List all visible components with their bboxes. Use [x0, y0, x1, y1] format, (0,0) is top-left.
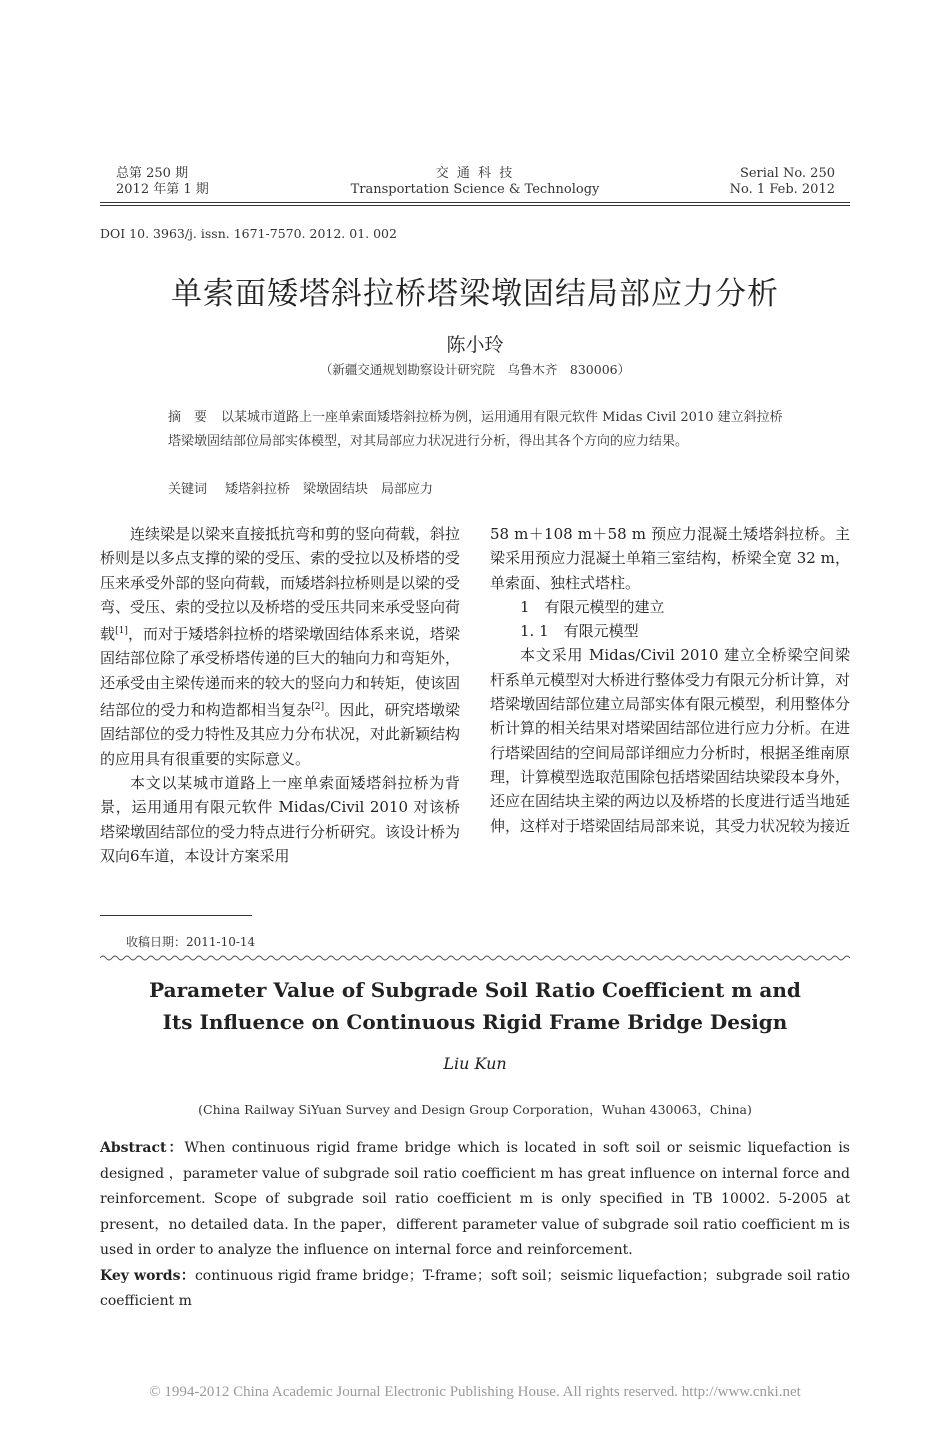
abstract-cn-text: 以某城市道路上一座单索面矮塔斜拉桥为例，运用通用有限元软件 Midas Civil 2010 建立斜拉桥塔梁墩固结部位局部实体模型，对其局部应力状况进行分析，得出其各个方向的应力结果。 — [168, 410, 783, 449]
article-title-en — [0, 974, 950, 1038]
body-paragraph: 连续梁是以梁来直接抵抗弯和剪的竖向荷载，斜拉桥则是以多点支撑的梁的受压、索的受拉以及桥塔的受压来承受外部的竖向荷载，而矮塔斜拉桥则是以梁的受弯、受压、索的受拉以及桥塔的受压共同来承受竖向荷载[1]，而对于矮塔斜拉桥的塔梁墩固结体系来说，塔梁固结部位除了承受桥塔传递的巨大的轴向力和弯矩外，还承受由主梁传递而来的较大的竖向力和转矩，使该固结部位的受力和构造都相当复杂[2]。因此，研究塔墩梁固结部位的受力特性及其应力分布状况，对此新颖结构的应用具有很重要的实际意义。 — [100, 525, 461, 768]
wavy-divider — [100, 954, 850, 962]
abstract-en-text: When continuous rigid frame bridge which is located in soft soil or seismic liquefaction is designed ，parameter value of subgrade soil ratio coefficient m has great influence on internal force and reinforcement. Scope of subgrade soil ratio coefficient m is only specified in TB 10002. 5-2005 at present，no detailed data. In the paper，different parameter value of subgrade soil ratio coefficient m is used in order to analyze the influence on internal force and reinforcement. — [100, 1140, 850, 1258]
article-title-en-line2: Its Influence on Continuous Rigid Frame Bridge Design — [162, 1010, 788, 1034]
abstract-en-body — [100, 1136, 850, 1264]
copyright-footer: © 1994-2012 China Academic Journal Electronic Publishing House. All rights reserved. http://www.cnki.net — [149, 1384, 801, 1400]
body-paragraph: 58 m＋108 m＋58 m 预应力混凝土矮塔斜拉桥。主梁采用预应力混凝土单箱三室结构，桥梁全宽 32 m，单索面、独柱式塔柱。 — [490, 525, 850, 592]
header-issue-year: 2012 年第 1 期 — [116, 182, 209, 197]
journal-name-cn: 交 通 科 技 — [435, 166, 515, 181]
body-paragraph: 本文以某城市道路上一座单索面矮塔斜拉桥为背景，运用通用有限元软件 Midas/Civil 2010 对该桥塔梁墩固结部位的受力特点进行分析研究。该设计桥为双向6车道，本设计方案采用 — [100, 773, 461, 865]
citation-ref[interactable]: [2] — [311, 702, 325, 713]
body-right-column — [490, 522, 850, 838]
header-issue-total: 总第 250 期 — [116, 166, 189, 181]
affiliation-en: (China Railway SiYuan Survey and Design Group Corporation，Wuhan 430063，China) — [198, 1102, 752, 1117]
received-date: 收稿日期：2011-10-14 — [126, 935, 256, 949]
abstract-cn — [168, 406, 788, 454]
abstract-cn-label: 摘 要 — [168, 410, 208, 425]
header-rule-top — [100, 202, 850, 203]
keywords-en-label: Key words： — [100, 1267, 195, 1284]
article-title-cn: 单索面矮塔斜拉桥塔梁墩固结局部应力分析 — [171, 276, 779, 312]
footnote-rule — [100, 915, 252, 916]
abstract-en-label: Abstract： — [100, 1140, 185, 1156]
author-en: Liu Kun — [443, 1054, 507, 1073]
doi: DOI 10. 3963/j. issn. 1671-7570. 2012. 01. 002 — [100, 226, 397, 241]
body-left-column — [100, 522, 460, 868]
body-paragraph: 本文采用 Midas/Civil 2010 建立全桥梁空间梁杆系单元模型对大桥进行整体受力有限元分析计算，对塔梁墩固结部位建立局部实体有限元模型，利用整体分析计算的相关结果对塔梁固结部位进行应力分析。在进行塔梁固结的空间局部详细应力分析时，根据圣维南原理，计算模型选取范围除包括塔梁固结块梁段本身外，还应在固结块主梁的两边以及桥塔的长度进行适当地延伸，这样对于塔梁固结局部来说，其受力状况较为接近 — [490, 646, 851, 835]
keywords-en — [100, 1264, 850, 1315]
keywords-en-text: continuous rigid frame bridge；T-frame；soft soil；seismic liquefaction；subgrade soil ratio coefficient m — [100, 1267, 850, 1309]
section-heading-1-1: 1. 1 有限元模型 — [520, 622, 639, 641]
journal-name-en: Transportation Science & Technology — [350, 182, 600, 197]
keywords-cn-items: 矮塔斜拉桥 梁墩固结块 局部应力 — [225, 482, 434, 497]
abstract-en — [100, 1136, 850, 1315]
article-title-en-line1: Parameter Value of Subgrade Soil Ratio Coefficient m and — [149, 978, 801, 1002]
keywords-cn — [168, 478, 788, 497]
citation-ref[interactable]: [1] — [115, 626, 128, 637]
author-cn: 陈小玲 — [446, 334, 504, 356]
header-issue-date: No. 1 Feb. 2012 — [729, 182, 835, 197]
section-heading-1: 1 有限元模型的建立 — [520, 597, 665, 616]
header-rule-bottom — [100, 205, 850, 206]
header-serial: Serial No. 250 — [739, 166, 835, 181]
keywords-cn-label: 关键词 — [168, 482, 208, 497]
affiliation-cn: （新疆交通规划勘察设计研究院 乌鲁木齐 830006） — [319, 362, 631, 377]
